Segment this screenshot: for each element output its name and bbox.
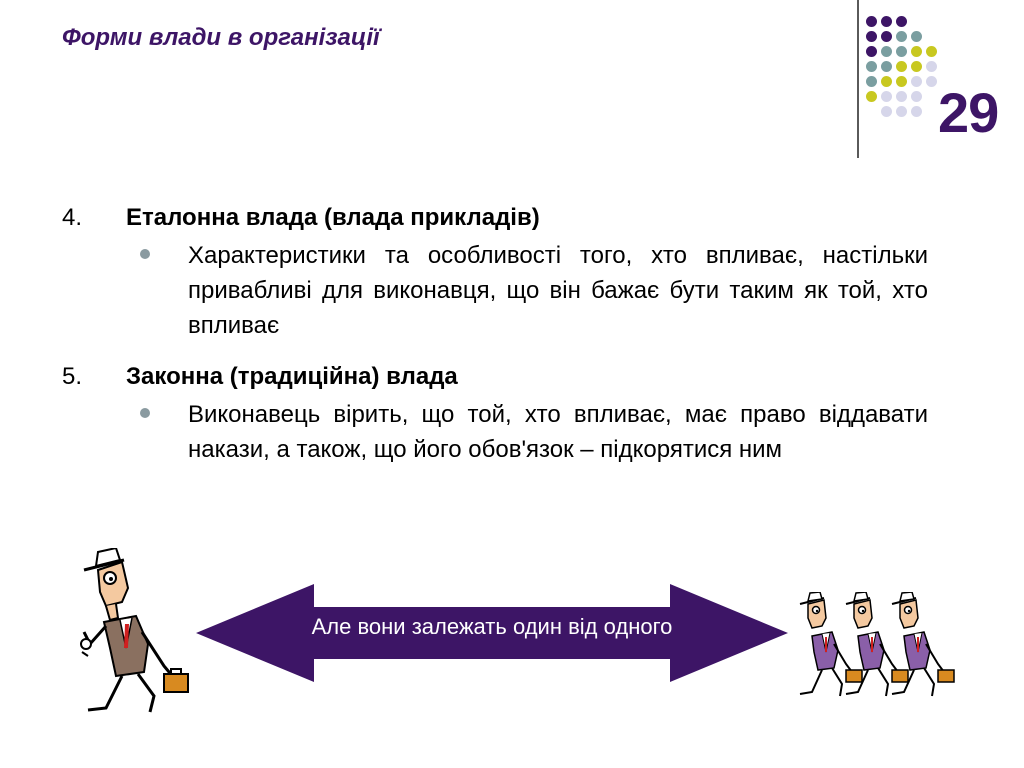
bullet-item — [62, 238, 932, 343]
decorative-dot — [896, 31, 907, 42]
bullet-item — [62, 397, 932, 467]
slide-content — [62, 198, 932, 481]
decorative-dot — [866, 61, 877, 72]
decorative-dot — [866, 46, 877, 57]
decorative-dot — [881, 91, 892, 102]
decorative-dot — [926, 46, 937, 57]
decorative-dot — [926, 61, 937, 72]
decorative-dot — [911, 46, 922, 57]
bullet-icon — [140, 408, 150, 418]
decorative-dot-grid-icon — [862, 14, 942, 138]
item-heading: Законна (традиційна) влада — [126, 363, 458, 390]
three-followers-icon — [796, 592, 964, 700]
slide-title: Форми влади в організації — [62, 24, 380, 51]
decorative-dot — [881, 106, 892, 117]
decorative-dot — [896, 16, 907, 27]
list-item-5 — [62, 357, 932, 397]
decorative-dot — [866, 31, 877, 42]
decorative-dot — [896, 46, 907, 57]
decorative-dot — [881, 31, 892, 42]
item-heading: Еталонна влада (влада прикладів) — [126, 204, 540, 231]
decorative-dot — [866, 16, 877, 27]
bullet-text: Виконавець вірить, що той, хто впливає, має право віддавати накази, а також, що його обов'язок – підкорятися ним — [188, 401, 928, 463]
decorative-dot — [881, 16, 892, 27]
bullet-icon — [140, 249, 150, 259]
bullet-text: Характеристики та особливості того, хто впливає, настільки привабливі для виконавця, що він бажає бути таким як той, хто впливає — [188, 242, 928, 339]
decorative-dot — [926, 76, 937, 87]
decorative-dot — [866, 91, 877, 102]
decorative-dot — [866, 76, 877, 87]
follower-figure — [800, 592, 862, 696]
decorative-dot — [911, 61, 922, 72]
decorative-dot — [911, 31, 922, 42]
list-item-4 — [62, 198, 932, 238]
decorative-dot — [896, 106, 907, 117]
decorative-dot — [881, 76, 892, 87]
vertical-divider — [857, 0, 859, 158]
slide-number: 29 — [938, 81, 999, 144]
decorative-dot — [881, 61, 892, 72]
item-number: 5. — [62, 363, 83, 390]
decorative-dot — [911, 76, 922, 87]
item-number: 4. — [62, 204, 83, 231]
decorative-dot — [896, 76, 907, 87]
decorative-dot — [896, 61, 907, 72]
decorative-dot — [911, 91, 922, 102]
decorative-dot — [911, 106, 922, 117]
decorative-dot — [881, 46, 892, 57]
walking-man-with-briefcase-icon — [76, 548, 196, 714]
decorative-dot — [896, 91, 907, 102]
arrow-label: Але вони залежать один від одного — [311, 614, 673, 639]
